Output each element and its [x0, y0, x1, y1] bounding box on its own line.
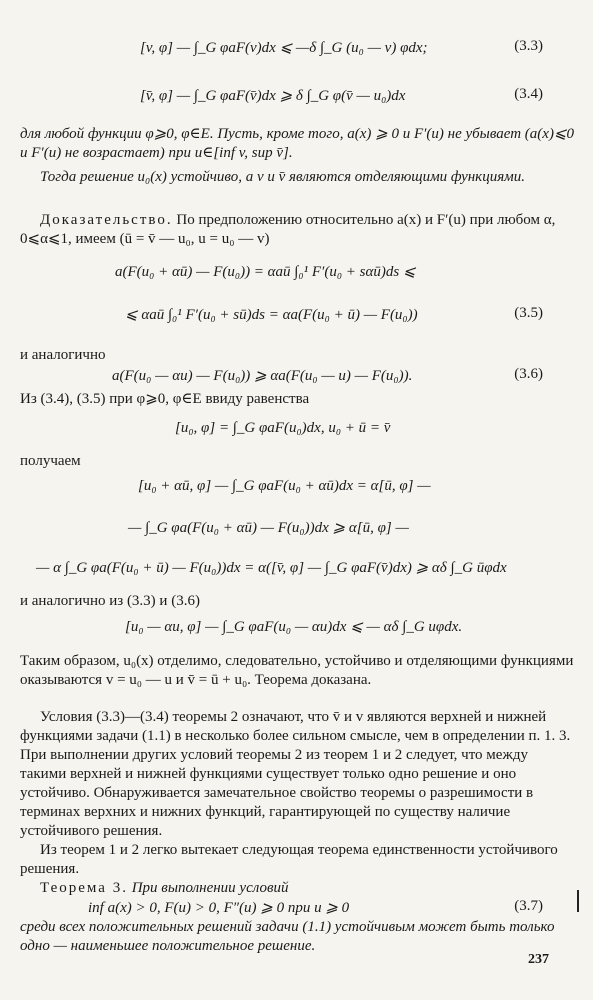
theorem-paragraph	[20, 879, 575, 898]
equation-3-3: [v, φ] — ∫_G φaF(v)dx ⩽ —δ ∫_G (u₀ — v) φdx;	[140, 40, 428, 56]
paragraph: Условия (3.3)—(3.4) теоремы 2 означают, что v̄ и v являются верхней и нижней функциями задачи (1.1) в несколько более сильном смысле, чем в определении п. 1. 3. При выполнении других условий теоремы 2 из теорем 1 и 2 следует, что между такими верхней и нижней функциями существует только одно решение и оно устойчиво. Обнаруживается замечательное свойство теоремы о разрешимости в терминах верхних и нижних функций, гарантирующей по существу наличие устойчивого решения.	[20, 709, 571, 839]
paragraph: Из (3.4), (3.5) при φ⩾0, φ∈E ввиду равенства	[20, 391, 310, 407]
equation-line: a(F(u₀ + αū) — F(u₀)) = αaū ∫₀¹ F′(u₀ + sαū)ds ⩽	[115, 264, 416, 280]
equation-line: [u₀ — αu, φ] — ∫_G φaF(u₀ — αu)dx ⩽ — αδ ∫_G uφdx.	[125, 619, 463, 635]
proof-heading: Доказательство.	[40, 212, 173, 228]
equation-number: (3.7)	[514, 898, 543, 914]
paragraph: для любой функции φ⩾0, φ∈E. Пусть, кроме того, a(x) ⩾ 0 и F′(u) не убывает (a(x)⩽0 и F′(u) не возрастает) при u∈[inf v, sup v̄].	[20, 126, 575, 161]
page-number: 237	[528, 952, 549, 967]
proof-text: По предположению относительно a(x) и F′(u) при любом α, 0⩽α⩽1, имеем (ū = v̄ — u₀, u = u₀ — v)	[20, 212, 556, 247]
theorem-heading: Теорема 3.	[40, 880, 128, 896]
equation-number: (3.3)	[514, 38, 543, 54]
paragraph: Из теорем 1 и 2 легко вытекает следующая теорема единственности устойчивого решения.	[20, 842, 558, 877]
equation-number: (3.6)	[514, 366, 543, 382]
paragraph: и аналогично из (3.3) и (3.6)	[20, 593, 200, 609]
equation-line: — α ∫_G φa(F(u₀ + ū) — F(u₀))dx = α([v̄, φ] — ∫_G φaF(v̄)dx) ⩾ αδ ∫_G ūφdx	[36, 560, 507, 576]
equation-3-7: inf a(x) > 0, F(u) > 0, F″(u) ⩾ 0 при u ⩾ 0	[88, 900, 350, 916]
proof-paragraph	[20, 211, 575, 249]
paragraph: Таким образом, u₀(x) отделимо, следовательно, устойчиво и отделяющими функциями оказываются v = u₀ — u и v̄ = ū + u₀. Теорема доказана.	[20, 653, 574, 688]
equation-3-5: ⩽ αaū ∫₀¹ F′(u₀ + sū)ds = αa(F(u₀ + ū) — F(u₀))	[125, 307, 418, 323]
equation-3-4: [v̄, φ] — ∫_G φaF(v̄)dx ⩾ δ ∫_G φ(v̄ — u₀)dx	[140, 88, 406, 104]
paragraph: получаем	[20, 453, 81, 469]
equation-3-6: a(F(u₀ — αu) — F(u₀)) ⩾ αa(F(u₀ — u) — F(u₀)).	[112, 368, 413, 384]
equation-line: [u₀, φ] = ∫_G φaF(u₀)dx, u₀ + ū = v̄	[175, 420, 391, 436]
equation-number: (3.5)	[514, 305, 543, 321]
equation-line: — ∫_G φa(F(u₀ + αū) — F(u₀))dx ⩾ α[ū, φ] —	[128, 520, 409, 536]
equation-line: [u₀ + αū, φ] — ∫_G φaF(u₀ + αū)dx = α[ū, φ] —	[138, 478, 431, 494]
paragraph: среди всех положительных решений задачи (1.1) устойчивым может быть только одно — наименьшее положительное решение.	[20, 919, 555, 954]
theorem-conclusion: Тогда решение u₀(x) устойчиво, а v и v̄ являются отделяющими функциями.	[40, 169, 525, 185]
theorem-text: При выполнении условий	[127, 880, 289, 896]
paragraph: и аналогично	[20, 347, 106, 363]
margin-mark	[577, 890, 579, 912]
equation-number: (3.4)	[514, 86, 543, 102]
